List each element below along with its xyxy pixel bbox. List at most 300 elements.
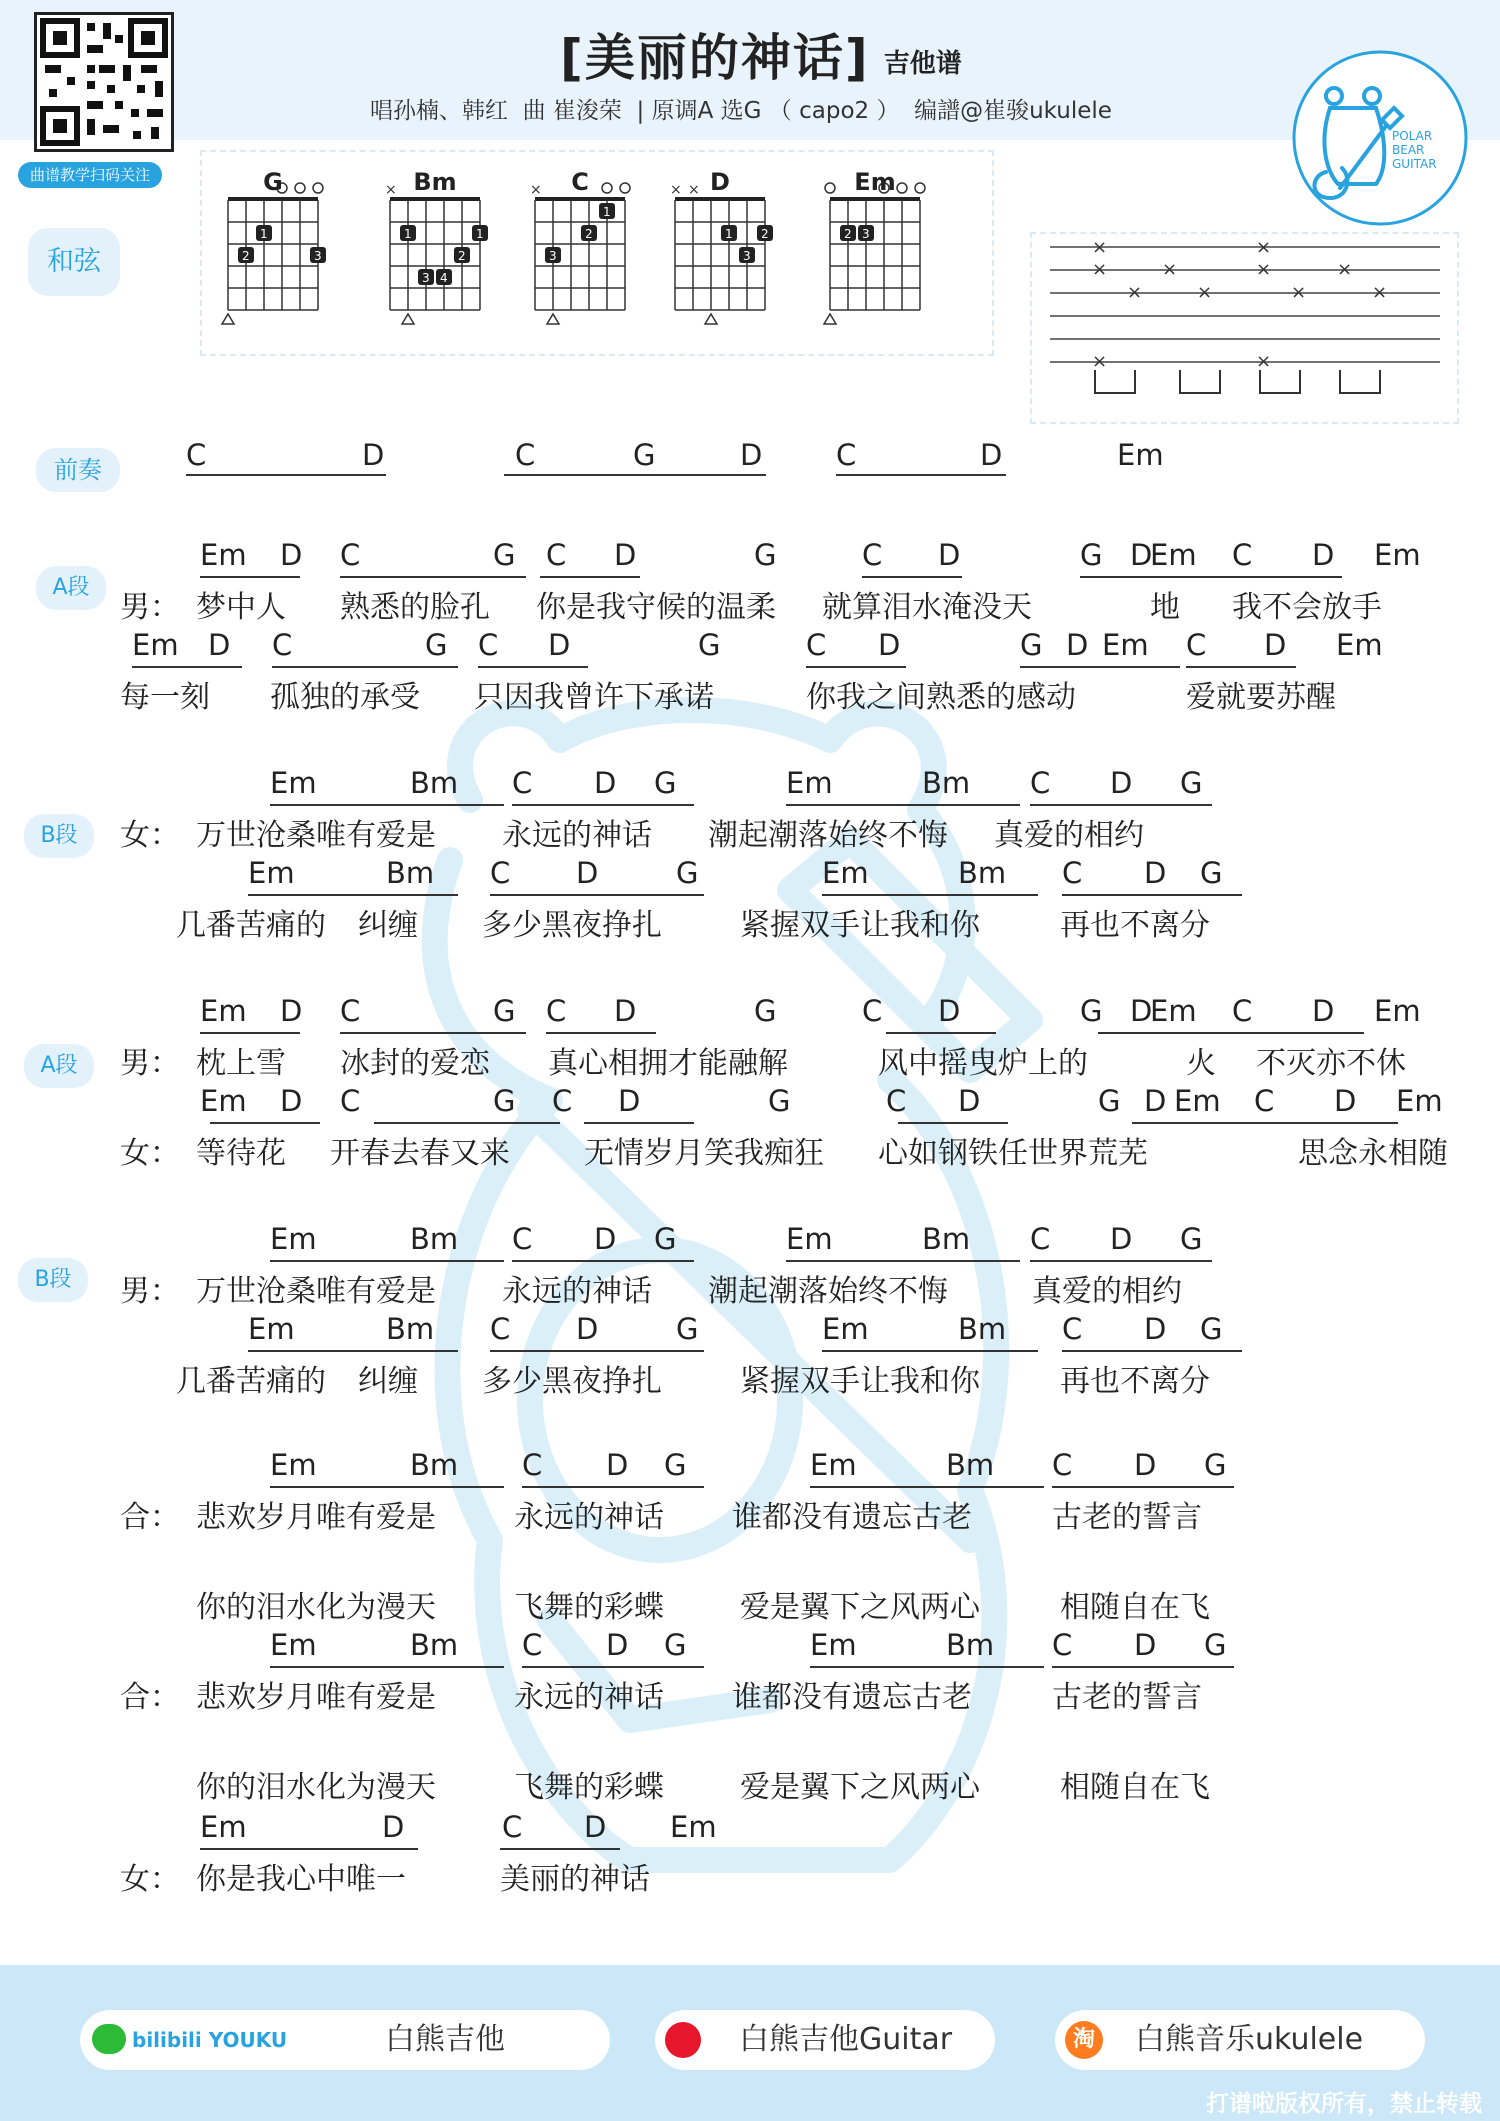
chord-symbol: D: [280, 538, 303, 572]
chord-symbol: D: [1312, 994, 1335, 1028]
lyric-phrase: 悲欢岁月唯有爱是: [196, 1680, 436, 1715]
chord-underline: [272, 666, 458, 668]
intro-chord: Em: [1117, 438, 1164, 472]
chord-symbol: G: [493, 994, 516, 1028]
section-a2-label: A段: [24, 1044, 94, 1088]
chord-symbol: D: [1134, 1628, 1157, 1662]
logo-text-3: GUITAR: [1392, 157, 1437, 171]
lyric-phrase: 心如钢铁任世界荒芜: [878, 1136, 1148, 1171]
lyric-phrase: 飞舞的彩蝶: [514, 1590, 664, 1625]
intro-chord: G: [633, 438, 656, 472]
chord-symbol: G: [1020, 628, 1043, 662]
chord-underline: [200, 1848, 418, 1850]
chord-underline: [786, 1260, 1020, 1262]
chord-underline: [898, 1122, 1008, 1124]
song-subtitle: 吉他谱: [883, 49, 962, 79]
chord-symbol: Bm: [958, 856, 1007, 890]
chord-symbol: Bm: [410, 1448, 459, 1482]
singer-prefix: 女：: [120, 1136, 180, 1171]
wechat-icon: [92, 2024, 126, 2054]
footer-account-1: 白熊吉他: [385, 2022, 505, 2057]
chord-underline: [1254, 1032, 1364, 1034]
song-title: [美丽的神话]: [560, 29, 870, 87]
chord-name: D: [710, 168, 730, 196]
chord-underline: [200, 576, 300, 578]
chord-symbol: D: [938, 538, 961, 572]
chord-symbol: D: [1312, 538, 1335, 572]
lyric-phrase: 再也不离分: [1060, 908, 1210, 943]
chord-underline: [1030, 1260, 1212, 1262]
svg-text:2: 2: [242, 249, 250, 263]
taobao-icon: 淘: [1065, 2021, 1103, 2059]
chord-underline: [522, 1666, 704, 1668]
chord-symbol: C: [340, 538, 361, 572]
chord-symbol: Em: [1174, 1084, 1221, 1118]
chord-symbol: Bm: [386, 856, 435, 890]
svg-text:1: 1: [476, 227, 484, 241]
chord-symbol: C: [512, 1222, 533, 1256]
chord-symbol: C: [862, 994, 883, 1028]
chord-symbol: Em: [200, 994, 247, 1028]
chord-underline: [540, 576, 640, 578]
lyric-phrase: 火: [1186, 1046, 1216, 1081]
logo-text-2: BEAR: [1392, 143, 1425, 157]
chord-symbol: Em: [200, 538, 247, 572]
chord-symbol: Bm: [946, 1448, 995, 1482]
chord-symbol: C: [1062, 1312, 1083, 1346]
chord-underline: [478, 666, 588, 668]
chord-symbol: Em: [200, 1810, 247, 1844]
singer-prefix: 男：: [120, 1046, 180, 1081]
lyric-phrase: 再也不离分: [1060, 1364, 1210, 1399]
chord-underline: [1186, 666, 1296, 668]
strum-x: ×: [1256, 351, 1272, 372]
chord-symbol: G: [664, 1628, 687, 1662]
svg-text:2: 2: [458, 249, 466, 263]
chord-symbol: D: [878, 628, 901, 662]
chord-symbol: Bm: [386, 1312, 435, 1346]
chord-symbol: G: [1200, 856, 1223, 890]
svg-text:1: 1: [725, 227, 733, 241]
chord-underline: [546, 1032, 656, 1034]
chord-symbol: D: [606, 1448, 629, 1482]
chord-symbol: Em: [270, 766, 317, 800]
chord-symbol: D: [576, 856, 599, 890]
platform-names: bilibili YOUKU: [132, 2028, 288, 2052]
chord-underline: [270, 1666, 504, 1668]
chord-underline: [340, 576, 526, 578]
chord-diagram-bm: [370, 158, 500, 348]
strum-x: ×: [1092, 259, 1108, 280]
chord-symbol: C: [552, 1084, 573, 1118]
chord-underline: [822, 894, 1038, 896]
lyric-phrase: 你我之间熟悉的感动: [806, 680, 1076, 715]
lyric-phrase: 孤独的承受: [270, 680, 420, 715]
lyric-phrase: 思念永相随: [1298, 1136, 1448, 1171]
chord-underline: [1052, 1666, 1234, 1668]
chord-symbol: D: [1130, 994, 1153, 1028]
chord-symbol: G: [754, 538, 777, 572]
chord-symbol: D: [1264, 628, 1287, 662]
strum-x: ×: [1092, 351, 1108, 372]
lyric-phrase: 枕上雪: [196, 1046, 286, 1081]
lyric-phrase: 真爱的相约: [1032, 1274, 1182, 1309]
chord-underline: [810, 1666, 1044, 1668]
chord-underline: [522, 1486, 704, 1488]
lyric-phrase: 相随自在飞: [1060, 1590, 1210, 1625]
chord-symbol: Em: [1374, 994, 1421, 1028]
svg-text:4: 4: [440, 271, 448, 285]
lyric-phrase: 爱就要苏醒: [1186, 680, 1336, 715]
lyric-phrase: 几番苦痛的: [176, 908, 326, 943]
chord-symbol: G: [664, 1448, 687, 1482]
footer-pill-taobao[interactable]: [1055, 2010, 1425, 2070]
chord-symbol: Em: [670, 1810, 717, 1844]
chord-name: G: [263, 168, 283, 196]
lyric-phrase: 不灭亦不休: [1256, 1046, 1406, 1081]
chord-symbol: Em: [1336, 628, 1383, 662]
chord-symbol: Bm: [410, 766, 459, 800]
chord-symbol: D: [606, 1628, 629, 1662]
chord-symbol: Em: [200, 1084, 247, 1118]
lyric-phrase: 永远的神话: [514, 1680, 664, 1715]
strum-x: ×: [1256, 237, 1272, 258]
lyric-phrase: 多少黑夜挣扎: [482, 908, 662, 943]
footer-pill-weibo[interactable]: [655, 2010, 995, 2070]
svg-text:3: 3: [862, 227, 870, 241]
lyric-phrase: 冰封的爱恋: [340, 1046, 490, 1081]
chord-underline: [270, 804, 504, 806]
chord-symbol: G: [1204, 1448, 1227, 1482]
chord-symbol: D: [1144, 1084, 1167, 1118]
chord-symbol: Em: [810, 1628, 857, 1662]
lyric-phrase: 等待花: [196, 1136, 286, 1171]
singer-prefix: 男：: [120, 1274, 180, 1309]
chord-symbol: D: [1110, 1222, 1133, 1256]
strum-x: ×: [1291, 282, 1307, 303]
chord-symbol: C: [490, 1312, 511, 1346]
singer-prefix: 男：: [120, 590, 180, 625]
chord-symbol: D: [280, 1084, 303, 1118]
chord-symbol: C: [512, 766, 533, 800]
chord-diagram-g: [208, 158, 338, 348]
chord-symbol: C: [478, 628, 499, 662]
svg-text:1: 1: [404, 227, 412, 241]
chord-symbol: D: [1134, 1448, 1157, 1482]
svg-text:3: 3: [422, 271, 430, 285]
strum-x: ×: [1162, 259, 1178, 280]
lyric-phrase: 潮起潮落始终不悔: [708, 818, 948, 853]
chord-symbol: D: [614, 538, 637, 572]
chord-underline: [786, 804, 1020, 806]
chord-symbol: Em: [270, 1628, 317, 1662]
qr-code[interactable]: [34, 12, 174, 152]
chord-name: Bm: [413, 168, 457, 196]
qr-caption: 曲谱教学扫码关注: [18, 162, 162, 188]
logo-text-1: POLAR: [1392, 129, 1433, 143]
svg-text:1: 1: [603, 205, 611, 219]
singer-prefix: 女：: [120, 1862, 180, 1897]
chord-symbol: D: [618, 1084, 641, 1118]
copyright-note: 打谱啦版权所有，禁止转载: [1206, 2091, 1482, 2117]
chord-symbol: Em: [1150, 538, 1197, 572]
chord-symbol: G: [654, 1222, 677, 1256]
chord-symbol: D: [614, 994, 637, 1028]
chord-underline: [1098, 1032, 1258, 1034]
chord-symbol: D: [208, 628, 231, 662]
chord-diagram-d: [655, 158, 785, 348]
chord-underline: [836, 474, 1006, 476]
chords-label: 和弦: [28, 228, 120, 296]
chord-underline: [132, 666, 242, 668]
lyric-phrase: 地: [1150, 590, 1180, 625]
chord-symbol: C: [502, 1810, 523, 1844]
strum-x: ×: [1092, 237, 1108, 258]
lyric-phrase: 永远的神话: [514, 1500, 664, 1535]
chord-symbol: Em: [810, 1448, 857, 1482]
svg-text:×: ×: [688, 182, 700, 198]
qr-code-icon: [37, 15, 171, 149]
polar-bear-guitar-logo: [1290, 48, 1470, 228]
chord-symbol: D: [584, 1810, 607, 1844]
chord-symbol: D: [576, 1312, 599, 1346]
footer-pill-bilibili[interactable]: [80, 2010, 610, 2070]
chord-symbol: D: [382, 1810, 405, 1844]
chord-symbol: C: [1030, 1222, 1051, 1256]
lyric-phrase: 万世沧桑唯有爱是: [196, 818, 436, 853]
lyric-phrase: 真心相拥才能融解: [548, 1046, 788, 1081]
chord-underline: [1132, 1122, 1292, 1124]
lyric-phrase: 紧握双手让我和你: [740, 1364, 980, 1399]
lyric-phrase: 开春去春又来: [330, 1136, 510, 1171]
lyric-phrase: 风中摇曳炉上的: [878, 1046, 1088, 1081]
chord-symbol: Bm: [410, 1222, 459, 1256]
chord-underline: [1232, 576, 1342, 578]
chord-underline: [810, 1486, 1044, 1488]
svg-text:×: ×: [385, 182, 397, 198]
chord-symbol: D: [938, 994, 961, 1028]
chord-symbol: C: [1062, 856, 1083, 890]
chord-underline: [1288, 1122, 1398, 1124]
lyric-phrase: 爱是翼下之风两心: [740, 1770, 980, 1805]
chord-underline: [862, 576, 962, 578]
chord-symbol: Em: [822, 856, 869, 890]
intro-chord: C: [186, 438, 207, 472]
svg-text:2: 2: [761, 227, 769, 241]
chord-symbol: C: [806, 628, 827, 662]
lyric-phrase: 你是我守候的温柔: [536, 590, 776, 625]
lyric-phrase: 爱是翼下之风两心: [740, 1590, 980, 1625]
intro-chord: C: [515, 438, 536, 472]
singer-prefix: 女：: [120, 818, 180, 853]
chord-underline: [200, 1032, 300, 1034]
chord-symbol: D: [548, 628, 571, 662]
lyric-phrase: 真爱的相约: [994, 818, 1144, 853]
chord-symbol: D: [1334, 1084, 1357, 1118]
svg-text:2: 2: [585, 227, 593, 241]
chord-symbol: C: [1186, 628, 1207, 662]
chord-symbol: Bm: [946, 1628, 995, 1662]
chord-name: C: [571, 168, 589, 196]
chord-symbol: C: [886, 1084, 907, 1118]
chord-underline: [210, 1122, 320, 1124]
chord-underline: [1020, 666, 1180, 668]
chord-symbol: Em: [822, 1312, 869, 1346]
chord-symbol: G: [1180, 1222, 1203, 1256]
lyric-phrase: 我不会放手: [1232, 590, 1382, 625]
section-a1-label: A段: [36, 566, 106, 610]
chord-symbol: C: [1052, 1448, 1073, 1482]
chord-underline: [374, 1122, 560, 1124]
chord-underline: [504, 474, 766, 476]
chord-symbol: G: [676, 856, 699, 890]
strum-x: ×: [1197, 282, 1213, 303]
chord-symbol: G: [1080, 994, 1103, 1028]
intro-chord: D: [980, 438, 1003, 472]
lyric-phrase: 万世沧桑唯有爱是: [196, 1274, 436, 1309]
chord-symbol: C: [522, 1628, 543, 1662]
chord-underline: [186, 474, 386, 476]
svg-text:3: 3: [549, 249, 557, 263]
chord-underline: [500, 1848, 620, 1850]
lyric-phrase: 古老的誓言: [1052, 1680, 1202, 1715]
chord-symbol: Em: [1396, 1084, 1443, 1118]
lyric-phrase: 悲欢岁月唯有爱是: [196, 1500, 436, 1535]
footer-account-3: 白熊音乐ukulele: [1135, 2022, 1364, 2057]
lyric-phrase: 飞舞的彩蝶: [514, 1770, 664, 1805]
lyric-phrase: 美丽的神话: [500, 1862, 650, 1897]
chord-underline: [490, 894, 704, 896]
chord-symbol: C: [1254, 1084, 1275, 1118]
chord-symbol: G: [425, 628, 448, 662]
chord-symbol: Em: [786, 766, 833, 800]
lyric-phrase: 你的泪水化为漫天: [196, 1770, 436, 1805]
chord-diagram-c: [515, 158, 645, 348]
chord-symbol: Em: [270, 1222, 317, 1256]
chord-underline: [1062, 1350, 1242, 1352]
chord-underline: [512, 804, 694, 806]
chord-symbol: C: [546, 538, 567, 572]
svg-text:3: 3: [743, 249, 751, 263]
chord-symbol: C: [522, 1448, 543, 1482]
lyric-phrase: 多少黑夜挣扎: [482, 1364, 662, 1399]
chord-symbol: C: [862, 538, 883, 572]
chord-underline: [248, 1350, 458, 1352]
chord-diagram-em: [810, 158, 940, 348]
lyric-phrase: 潮起潮落始终不悔: [708, 1274, 948, 1309]
chord-symbol: Bm: [410, 1628, 459, 1662]
chord-underline: [248, 894, 458, 896]
chord-symbol: G: [493, 1084, 516, 1118]
svg-text:×: ×: [530, 182, 542, 198]
chord-underline: [1052, 1486, 1234, 1488]
lyric-phrase: 无情岁月笑我痴狂: [584, 1136, 824, 1171]
chord-underline: [270, 1486, 504, 1488]
chord-symbol: C: [1030, 766, 1051, 800]
chord-symbol: Em: [248, 856, 295, 890]
lyric-phrase: 紧握双手让我和你: [740, 908, 980, 943]
chord-symbol: Em: [132, 628, 179, 662]
chord-symbol: G: [754, 994, 777, 1028]
chord-symbol: Bm: [958, 1312, 1007, 1346]
chord-symbol: Bm: [922, 1222, 971, 1256]
chord-symbol: D: [280, 994, 303, 1028]
strum-x: ×: [1127, 282, 1143, 303]
chord-symbol: D: [594, 766, 617, 800]
chord-symbol: C: [546, 994, 567, 1028]
lyric-phrase: 永远的神话: [502, 818, 652, 853]
chord-symbol: C: [1052, 1628, 1073, 1662]
chord-underline: [1030, 804, 1212, 806]
lyric-phrase: 熟悉的脸孔: [340, 590, 490, 625]
lyric-phrase: 每一刻: [120, 680, 210, 715]
strum-x: ×: [1337, 259, 1353, 280]
title-block: [560, 20, 962, 90]
chord-symbol: Em: [1150, 994, 1197, 1028]
chord-symbol: G: [1200, 1312, 1223, 1346]
chord-symbol: Em: [248, 1312, 295, 1346]
chord-symbol: Em: [1102, 628, 1149, 662]
chord-symbol: C: [1232, 538, 1253, 572]
lyric-phrase: 几番苦痛的: [176, 1364, 326, 1399]
chord-symbol: G: [1180, 766, 1203, 800]
svg-text:3: 3: [314, 249, 322, 263]
chord-symbol: Em: [786, 1222, 833, 1256]
lyric-phrase: 纠缠: [358, 908, 418, 943]
chord-symbol: C: [1232, 994, 1253, 1028]
chord-underline: [512, 1260, 694, 1262]
chord-symbol: G: [768, 1084, 791, 1118]
svg-text:×: ×: [670, 182, 682, 198]
chord-symbol: C: [490, 856, 511, 890]
singer-prefix: 合：: [120, 1680, 180, 1715]
strum-pattern: [1040, 235, 1450, 415]
section-b2-label: B段: [18, 1258, 88, 1302]
lyric-phrase: 你是我心中唯一: [196, 1862, 406, 1897]
chord-symbol: D: [1066, 628, 1089, 662]
lyric-phrase: 梦中人: [196, 590, 286, 625]
intro-label: 前奏: [36, 448, 120, 492]
song-credits: 唱孙楠、韩红 曲 崔浚荣 | 原调A 选G （ capo2 ） 编譜@崔骏ukulele: [370, 98, 1112, 124]
chord-underline: [270, 1260, 504, 1262]
intro-chord: C: [836, 438, 857, 472]
chord-symbol: Em: [1374, 538, 1421, 572]
lyric-phrase: 古老的誓言: [1052, 1500, 1202, 1535]
chord-underline: [806, 666, 906, 668]
chord-underline: [822, 1350, 1038, 1352]
chord-symbol: G: [1098, 1084, 1121, 1118]
intro-chord: D: [740, 438, 763, 472]
chord-symbol: G: [698, 628, 721, 662]
chord-symbol: D: [594, 1222, 617, 1256]
chord-symbol: G: [493, 538, 516, 572]
chord-symbol: D: [958, 1084, 981, 1118]
lyric-phrase: 谁都没有遗忘古老: [732, 1680, 972, 1715]
lyric-phrase: 相随自在飞: [1060, 1770, 1210, 1805]
chord-symbol: D: [1144, 1312, 1167, 1346]
chord-symbol: D: [1144, 856, 1167, 890]
lyric-phrase: 永远的神话: [502, 1274, 652, 1309]
lyric-phrase: 就算泪水淹没天: [822, 590, 1032, 625]
chord-underline: [1080, 576, 1240, 578]
chord-symbol: G: [676, 1312, 699, 1346]
chord-underline: [340, 1032, 526, 1034]
singer-prefix: 合：: [120, 1500, 180, 1535]
strum-x: ×: [1372, 282, 1388, 303]
chord-symbol: Bm: [922, 766, 971, 800]
chord-symbol: Em: [270, 1448, 317, 1482]
chord-symbol: C: [340, 1084, 361, 1118]
